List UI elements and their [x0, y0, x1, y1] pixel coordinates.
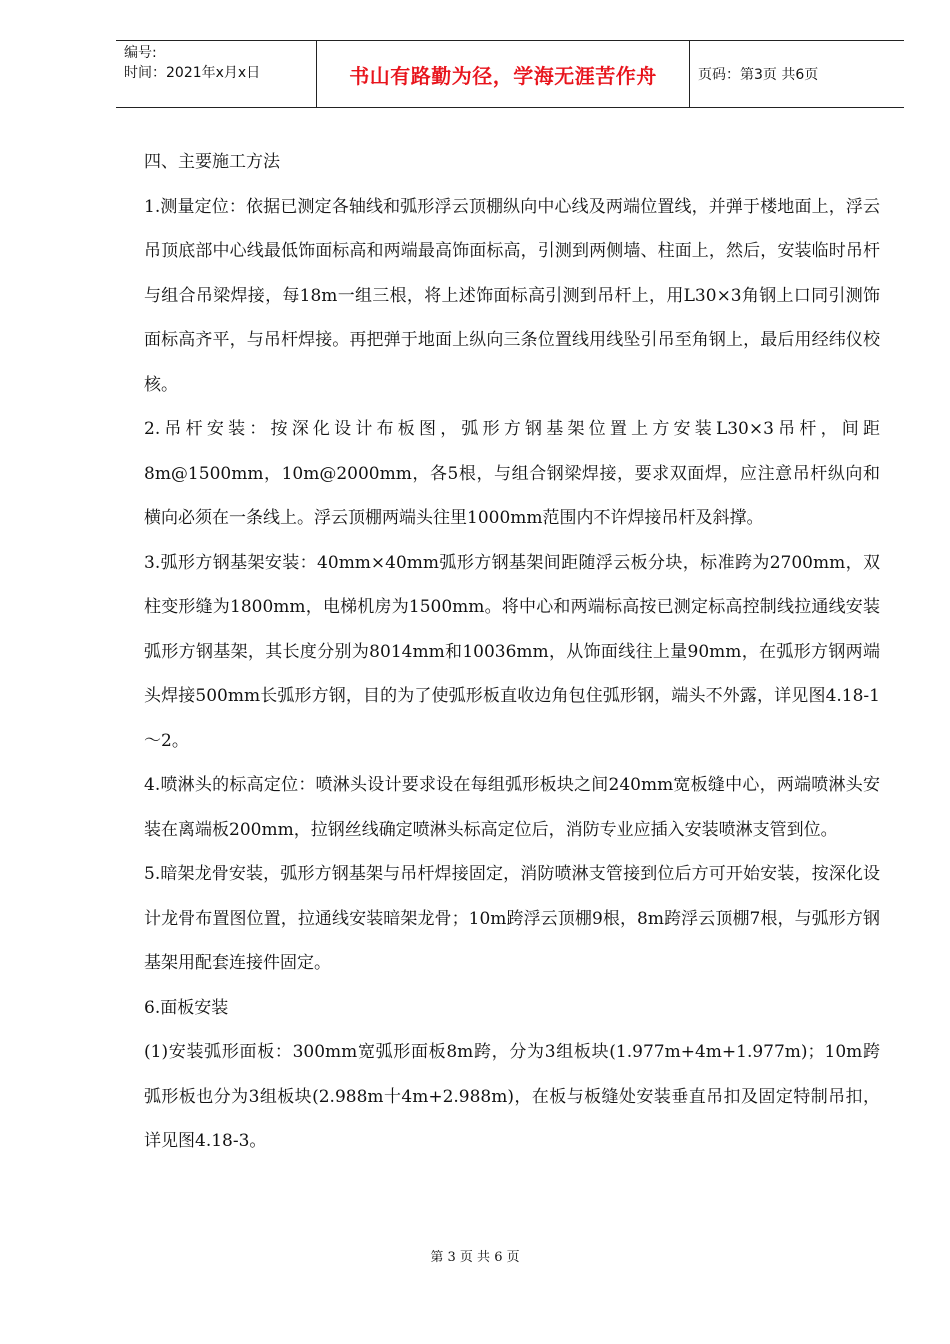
paragraph-4: 4.喷淋头的标高定位：喷淋头设计要求设在每组弧形板块之间240mm宽板缝中心，两端喷淋头安装在离端板200mm，拉钢丝线确定喷淋头标高定位后，消防专业应插入安装喷淋支管到位。 [144, 775, 880, 840]
page-footer: 第 3 页 共 6 页 [430, 1250, 520, 1265]
paragraph-1: 1.测量定位：依据已测定各轴线和弧形浮云顶棚纵向中心线及两端位置线，并弹于楼地面上，浮云吊顶底部中心线最低饰面标高和两端最高饰面标高，引测到两侧墙、柱面上，然后，安装临时吊杆与组合吊梁焊接，每18m一组三根，将上述饰面标高引测到吊杆上，用L30×3角钢上口同引测饰面标高齐平，与吊杆焊接。再把弹于地面上纵向三条位置线用线坠引吊至角钢上，最后用经纬仪校核。 [144, 196, 880, 395]
paragraph-3: 3.弧形方钢基架安装：40mm×40mm弧形方钢基架间距随浮云板分块，标准跨为2700mm，双柱变形缝为1800mm，电梯机房为1500mm。将中心和两端标高按已测定标高控制线拉通线安装弧形方钢基架，其长度分别为8014mm和10036mm，从饰面线往上量90mm，在弧形方钢两端头焊接500mm长弧形方钢，目的为了使弧形板直收边角包住弧形钢，端头不外露，详见图4.18-1～2。 [144, 552, 880, 751]
paragraph-5: 5.暗架龙骨安装，弧形方钢基架与吊杆焊接固定，消防喷淋支管接到位后方可开始安装，按深化设计龙骨布置图位置，拉通线安装暗架龙骨；10m跨浮云顶棚9根，8m跨浮云顶棚7根，与弧形方钢基架用配套连接件固定。 [144, 864, 880, 973]
paragraph-6-heading: 6.面板安装 [144, 997, 229, 1018]
paragraph-6-1: (1)安装弧形面板：300mm宽弧形面板8m跨，分为3组板块(1.977m+4m+1.977m)；10m跨弧形板也分为3组板块(2.988m十4m+2.988m)，在板与板缝处安装垂直吊扣及固定特制吊扣，详见图4.18-3。 [144, 1042, 880, 1151]
section-title: 四、主要施工方法 [144, 152, 280, 172]
header-meta [116, 41, 316, 107]
paragraph-2: 2.吊杆安装：按深化设计布板图，弧形方钢基架位置上方安装L30×3吊杆，间距8m@1500mm，10m@2000mm，各5根，与组合钢梁焊接，要求双面焊，应注意吊杆纵向和横向必须在一条线上。浮云顶棚两端头往里1000mm范围内不许焊接吊杆及斜撑。 [144, 419, 880, 528]
header-motto: 书山有路勤为径，学海无涯苦作舟 [316, 41, 690, 107]
doc-time-label: 时间：2021年x月x日 [124, 65, 261, 81]
document-body [144, 140, 880, 1164]
page-header [116, 40, 904, 108]
doc-code-label: 编号: [124, 45, 157, 61]
header-page-info: 页码：第3页 共6页 [698, 67, 819, 83]
